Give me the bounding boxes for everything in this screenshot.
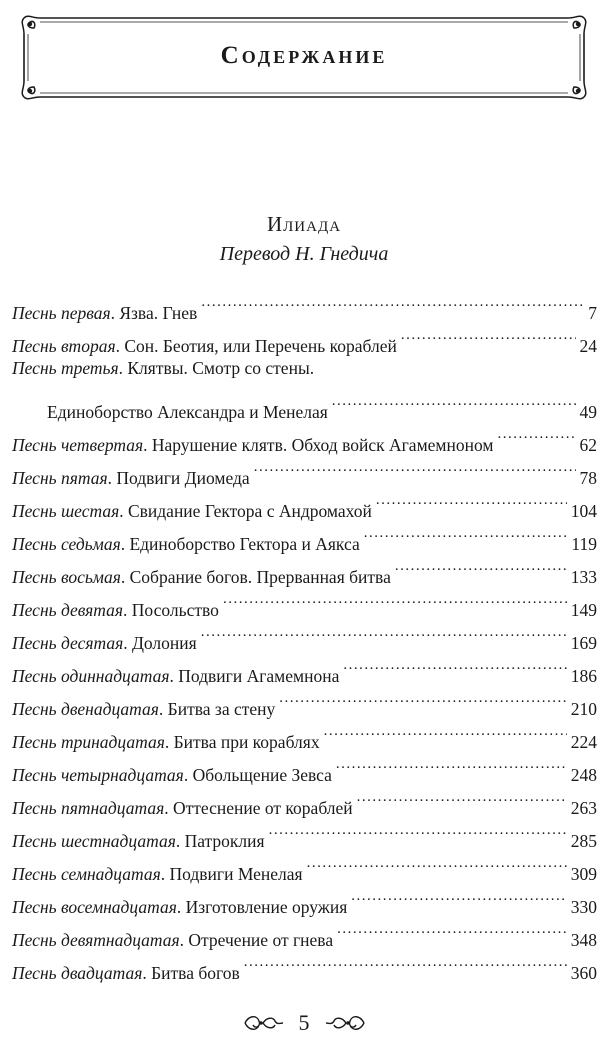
canto-label: Песнь десятая	[12, 633, 124, 653]
canto-label: Песнь вторая	[12, 336, 116, 356]
dot-leader	[324, 715, 567, 748]
canto-label: Песнь пятнадцатая	[12, 798, 165, 818]
dot-leader	[364, 517, 568, 550]
canto-title: Посольство	[131, 600, 219, 620]
dot-leader	[337, 913, 567, 946]
dot-leader	[223, 583, 567, 616]
canto-label: Песнь четырнадцатая	[12, 765, 184, 785]
toc-entry[interactable]: Песнь первая . Язва. Гнев ..... 7	[12, 286, 597, 319]
dot-leader	[307, 847, 567, 880]
dot-leader	[357, 781, 567, 814]
canto-label: Песнь пятая	[12, 468, 108, 488]
toc-entry[interactable]: Песнь тринадцатая . Битва при кораблях ..... 224	[12, 715, 597, 748]
canto-label: Песнь четвертая	[12, 435, 144, 455]
canto-label: Песнь шестая	[12, 501, 120, 521]
toc-entry[interactable]: Песнь четырнадцатая . Обольщение Зевса ..... 248	[12, 748, 597, 781]
page-footer	[0, 1005, 608, 1041]
page-number: 330	[570, 897, 597, 917]
page-number: 186	[570, 666, 597, 686]
canto-title: Битва богов	[151, 963, 240, 983]
canto-label: Песнь первая	[12, 303, 111, 323]
dot-leader	[244, 946, 567, 979]
canto-title: Подвиги Агамемнона	[178, 666, 340, 686]
page-number: 263	[570, 798, 597, 818]
dot-leader	[201, 616, 567, 649]
page-number: 78	[579, 468, 597, 488]
toc-entry[interactable]: Песнь восьмая . Собрание богов. Прерванная битва ..... 133	[12, 550, 597, 583]
toc-entry[interactable]: Песнь третья . Клятвы. Смотр со стены. Единоборство Александра и Менелая ..... 49	[12, 352, 597, 418]
canto-title: Свидание Гектора с Андромахой	[127, 501, 372, 521]
canto-label: Песнь восемнадцатая	[12, 897, 177, 917]
dot-leader	[351, 880, 566, 913]
page-number: 248	[570, 765, 597, 785]
canto-title: Подвиги Диомеда	[116, 468, 250, 488]
toc-entry[interactable]: Песнь восемнадцатая . Изготовление оружия ..... 330	[12, 880, 597, 913]
page-number: 62	[579, 435, 597, 455]
page-number: 49	[579, 402, 597, 422]
canto-label: Песнь третья	[12, 358, 119, 378]
left-flourish-icon	[241, 1013, 285, 1033]
toc-entry[interactable]: Песнь одиннадцатая . Подвиги Агамемнона ..... 186	[12, 649, 597, 682]
canto-title: Нарушение клятв. Обход войск Агамемноном	[151, 435, 494, 455]
canto-title: Оттеснение от кораблей	[172, 798, 353, 818]
dot-leader	[269, 814, 567, 847]
work-title: Илиада	[266, 212, 342, 236]
canto-title: Битва за стену	[167, 699, 276, 719]
toc-entry[interactable]: Песнь вторая . Сон. Беотия, или Перечень кораблей ..... 24	[12, 319, 597, 352]
canto-title: Долония	[131, 633, 197, 653]
toc-entry[interactable]: Песнь шестая . Свидание Гектора с Андромахой ..... 104	[12, 484, 597, 517]
toc-entry[interactable]: Песнь девятая . Посольство ..... 149	[12, 583, 597, 616]
toc-entry[interactable]: Песнь двадцатая . Битва богов ..... 360	[12, 946, 597, 979]
canto-label: Песнь девятая	[12, 600, 124, 620]
page-title: Содержание	[220, 42, 388, 69]
canto-title: Патроклия	[184, 831, 265, 851]
canto-label: Песнь восьмая	[12, 567, 121, 587]
canto-label: Песнь одиннадцатая	[12, 666, 170, 686]
page-number: 285	[570, 831, 597, 851]
toc-entry[interactable]: Песнь седьмая . Единоборство Гектора и Аякса ..... 119	[12, 517, 597, 550]
toc-entry[interactable]: Песнь девятнадцатая . Отречение от гнева ..... 348	[12, 913, 597, 946]
canto-label: Песнь двадцатая	[12, 963, 143, 983]
toc-entry[interactable]: Песнь шестнадцатая . Патроклия ..... 285	[12, 814, 597, 847]
toc-entry[interactable]: Песнь десятая . Долония ..... 169	[12, 616, 597, 649]
page-number: 309	[570, 864, 597, 884]
dot-leader	[395, 550, 567, 583]
canto-title: Клятвы. Смотр со стены.	[127, 358, 315, 378]
toc-entry[interactable]: Песнь семнадцатая . Подвиги Менелая ..... 309	[12, 847, 597, 880]
canto-label: Песнь девятнадцатая	[12, 930, 180, 950]
canto-label: Песнь седьмая	[12, 534, 121, 554]
dot-leader	[254, 451, 576, 484]
canto-label: Песнь тринадцатая	[12, 732, 165, 752]
canto-label: Песнь двенадцатая	[12, 699, 159, 719]
canto-title: Битва при кораблях	[173, 732, 320, 752]
page-number: 348	[570, 930, 597, 950]
dot-leader	[497, 418, 575, 451]
table-of-contents	[12, 286, 597, 983]
page-number: 360	[570, 963, 597, 983]
dot-leader	[279, 682, 566, 715]
toc-entry[interactable]: Песнь пятая . Подвиги Диомеда ..... 78	[12, 451, 597, 484]
page-number: 169	[570, 633, 597, 653]
canto-title: Изготовление оружия	[185, 897, 348, 917]
dot-leader	[343, 649, 566, 682]
page-number: 119	[571, 534, 597, 554]
toc-entry[interactable]: Песнь пятнадцатая . Оттеснение от кораблей ..... 263	[12, 781, 597, 814]
canto-title: Обольщение Зевса	[192, 765, 332, 785]
canto-label: Песнь семнадцатая	[12, 864, 161, 884]
dot-leader	[376, 484, 567, 517]
canto-title: Единоборство Гектора и Аякса	[129, 534, 360, 554]
page-number: 7	[588, 303, 597, 323]
page-number: 210	[570, 699, 597, 719]
page-number: 133	[570, 567, 597, 587]
canto-title: Собрание богов. Прерванная битва	[129, 567, 391, 587]
dot-leader	[336, 748, 567, 781]
right-flourish-icon	[324, 1013, 368, 1033]
dot-leader	[201, 286, 584, 319]
toc-entry[interactable]: Песнь двенадцатая . Битва за стену ..... 210	[12, 682, 597, 715]
work-subtitle: Перевод Н. Гнедича	[219, 243, 389, 265]
canto-title: Язва. Гнев	[119, 303, 198, 323]
toc-entry[interactable]: Песнь четвертая . Нарушение клятв. Обход войск Агамемноном ..... 62	[12, 418, 597, 451]
page-number: 149	[570, 600, 597, 620]
canto-title-continued: Единоборство Александра и Менелая	[47, 402, 328, 422]
page-number-footer: 5	[298, 1010, 310, 1035]
page-number: 104	[570, 501, 597, 521]
canto-title: Сон. Беотия, или Перечень кораблей	[124, 336, 397, 356]
header-frame	[18, 12, 590, 103]
canto-title: Подвиги Менелая	[169, 864, 303, 884]
page-number: 224	[570, 732, 597, 752]
canto-title: Отречение от гнева	[188, 930, 334, 950]
canto-label: Песнь шестнадцатая	[12, 831, 176, 851]
page-number: 24	[579, 336, 597, 356]
dot-leader	[332, 385, 576, 418]
dot-leader	[401, 319, 576, 352]
